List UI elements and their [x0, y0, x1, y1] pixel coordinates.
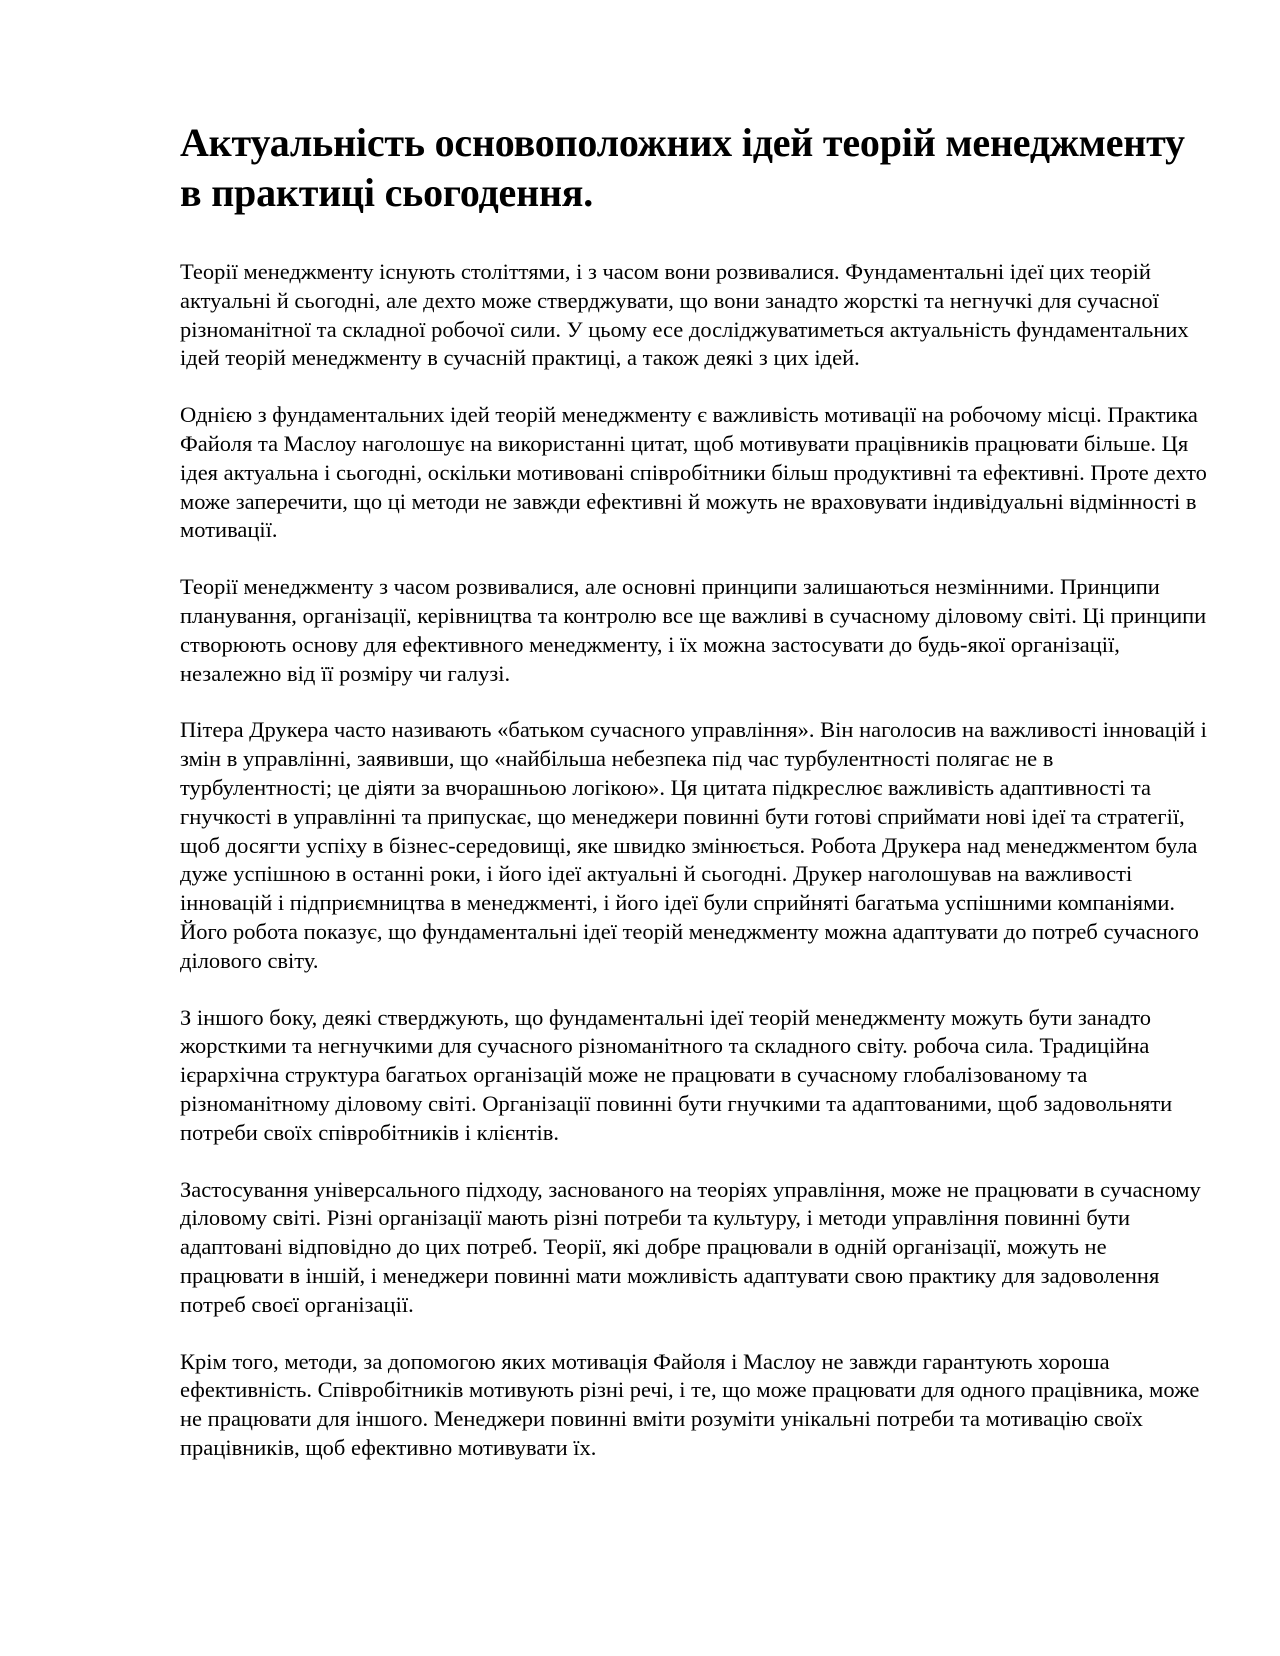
paragraph-principles: Теорії менеджменту з часом розвивалися, але основні принципи залишаються незмінними. Принципи планування, організації, керівництва та контролю все ще важливі в сучасному діловому світі. Ці принципи створюють основу для ефективного менеджменту, і їх можна застосувати до будь-якої організації, незалежно від її розміру чи галузі.	[180, 574, 1207, 686]
document-page	[180, 118, 1210, 1491]
paragraph-intro: Теорії менеджменту існують століттями, і з часом вони розвивалися. Фундаментальні ідеї цих теорій актуальні й сьогодні, але дехто може стверджувати, що вони занадто жорсткі та негнучкі для сучасної різноманітної та складної робочої сили. У цьому есе досліджуватиметься актуальність фундаментальних ідей теорій менеджменту в сучасній практиці, а також деякі з цих ідей.	[180, 259, 1189, 371]
paragraph-counterargument: З іншого боку, деякі стверджують, що фундаментальні ідеї теорій менеджменту можуть бути занадто жорсткими та негнучкими для сучасного різноманітного та складного світу. робоча сила. Традиційна ієрархічна структура багатьох організацій може не працювати в сучасному глобалізованому та різноманітному діловому світі. Організації повинні бути гнучкими та адаптованими, щоб задовольняти потреби своїх співробітників і клієнтів.	[180, 1004, 1173, 1145]
paragraph-universal-approach: Застосування універсального підходу, заснованого на теоріях управління, може не працювати в сучасному діловому світі. Різні організації мають різні потреби та культуру, і методи управління повинні бути адаптовані відповідно до цих потреб. Теорії, які добре працювали в одній організації, можуть не працювати в іншій, і менеджери повинні мати можливість адаптувати свою практику для задоволення потреб своєї організації.	[180, 1176, 1201, 1317]
paragraph-motivation: Однією з фундаментальних ідей теорій менеджменту є важливість мотивації на робочому місці. Практика Файоля та Маслоу наголошує на використанні цитат, щоб мотивувати працівників працювати більше. Ця ідея актуальна і сьогодні, оскільки мотивовані співробітники більш продуктивні та ефективні. Проте дехто може заперечити, що ці методи не завжди ефективні й можуть не враховувати індивідуальні відмінності в мотивації.	[180, 402, 1207, 543]
paragraph-conclusion: Крім того, методи, за допомогою яких мотивація Файоля і Маслоу не завжди гарантують хороша ефективність. Співробітників мотивують різні речі, і те, що може працювати для одного працівника, може не працювати для іншого. Менеджери повинні вміти розуміти унікальні потреби та мотивацію своїх працівників, щоб ефективно мотивувати їх.	[180, 1348, 1200, 1460]
paragraph-drucker: Пітера Друкера часто називають «батьком сучасного управління». Він наголосив на важливості інновацій і змін в управлінні, заявивши, що «найбільша небезпека під час турбулентності полягає не в турбулентності; це діяти за вчорашньою логікою». Ця цитата підкреслює важливість адаптивності та гнучкості в управлінні та припускає, що менеджери повинні бути готові сприймати нові ідеї та стратегії, щоб досягти успіху в бізнес-середовищі, яке швидко змінюється. Робота Друкера над менеджментом була дуже успішною в останні роки, і його ідеї актуальні й сьогодні. Друкер наголошував на важливості інновацій і підприємництва в менеджменті, і його ідеї були сприйняті багатьма успішними компаніями. Його робота показує, що фундаментальні ідеї теорій менеджменту можна адаптувати до потреб сучасного ділового світу.	[180, 717, 1207, 973]
document-title: Актуальність основоположних ідей теорій менеджменту в практиці сьогодення.	[180, 120, 1185, 215]
